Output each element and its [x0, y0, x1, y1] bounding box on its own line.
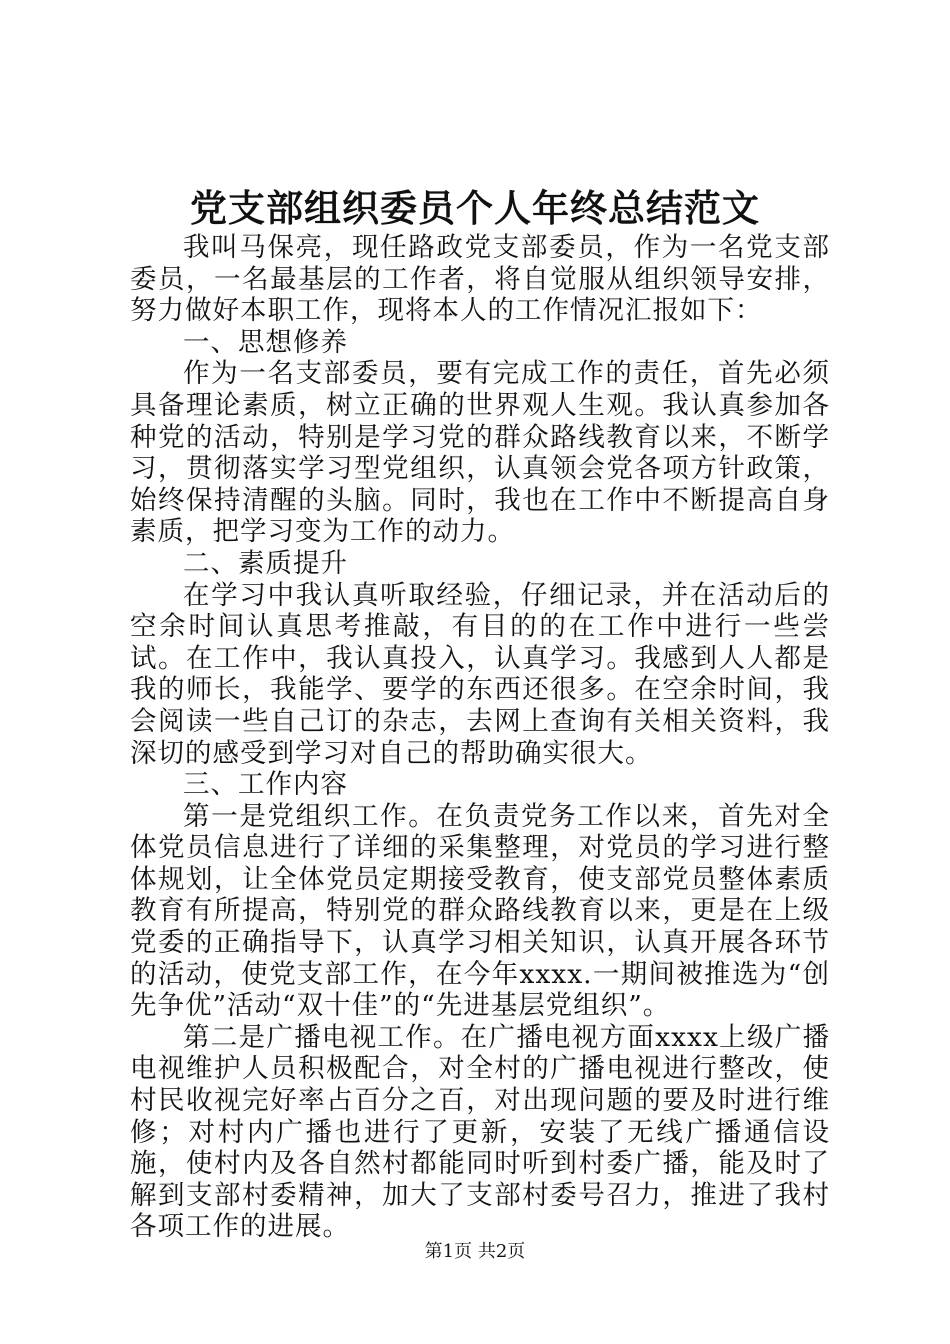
section-heading-thought: 一、思想修养 [183, 326, 348, 358]
page-number: 第1页 共2页 [424, 1241, 526, 1262]
intro-paragraph: 我叫马保亮，现任路政党支部委员，作为一名党支部委员，一名最基层的工作者，将自觉服从组织领导安排，努力做好本职工作，现将本人的工作情况汇报如下： [130, 232, 830, 327]
work-party-paragraph: 第一是党组织工作。在负责党务工作以来，首先对全体党员信息进行了详细的采集整理，对党员的学习进行整体规划，让全体党员定期接受教育，使支部党员整体素质教育有所提高，特别党的群众路线教育以来，更是在上级党委的正确指导下，认真学习相关知识，认真开展各环节的活动，使党支部工作，在今年xxxx.一期间被推选为“创先争优”活动“双十佳”的“先进基层党组织”。 [130, 800, 830, 1022]
work-broadcast-paragraph: 第二是广播电视工作。在广播电视方面xxxx上级广播电视维护人员积极配合，对全村的广播电视进行整改，使村民收视完好率占百分之百，对出现问题的要及时进行维修；对村内广播也进行了更新，安装了无线广播通信设施，使村内及各自然村都能同时听到村委广播，能及时了解到支部村委精神，加大了支部村委号召力，推进了我村各项工作的进展。 [130, 1021, 830, 1243]
section-heading-quality: 二、素质提升 [183, 547, 348, 579]
quality-paragraph: 在学习中我认真听取经验，仔细记录，并在活动后的空余时间认真思考推敲，有目的的在工作中进行一些尝试。在工作中，我认真投入，认真学习。我感到人人都是我的师长，我能学、要学的东西还很多。在空余时间，我会阅读一些自己订的杂志，去网上查询有关相关资料，我深切的感受到学习对自己的帮助确实很大。 [130, 579, 830, 769]
thought-paragraph: 作为一名支部委员，要有完成工作的责任，首先必须具备理论素质，树立正确的世界观人生观。我认真参加各种党的活动，特别是学习党的群众路线教育以来，不断学习，贯彻落实学习型党组织，认真领会党各项方针政策，始终保持清醒的头脑。同时，我也在工作中不断提高自身素质，把学习变为工作的动力。 [130, 358, 830, 548]
section-heading-work: 三、工作内容 [183, 769, 348, 801]
document-body [130, 232, 830, 1243]
document-title: 党支部组织委员个人年终总结范文 [190, 186, 760, 230]
